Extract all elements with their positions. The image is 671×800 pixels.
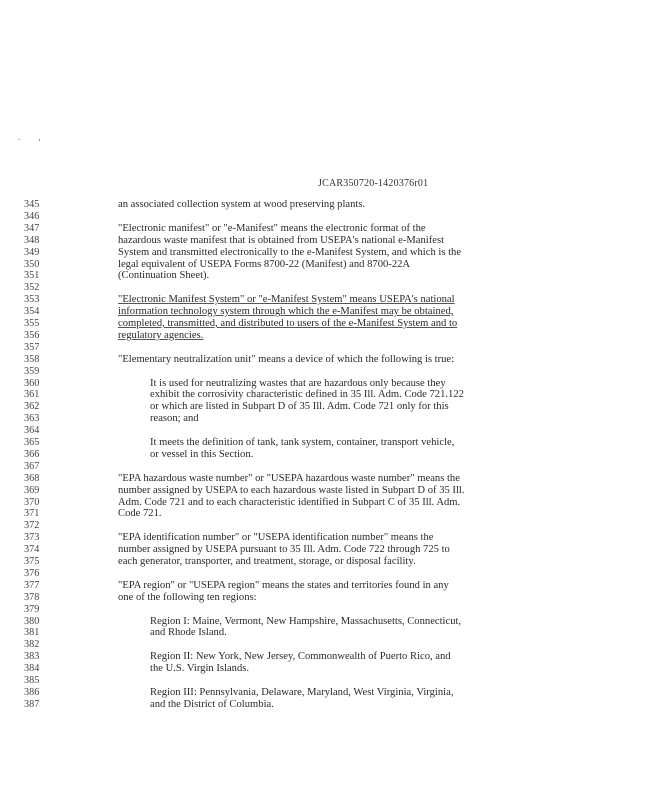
line-text: or which are listed in Subpart D of 35 Ill. Adm. Code 721 only for this — [150, 401, 449, 413]
line-text: Code 721. — [118, 508, 162, 520]
line-text: Region I: Maine, Vermont, New Hampshire, Massachusetts, Connecticut, — [150, 615, 462, 627]
line-number: 355 — [24, 318, 40, 329]
document-line — [0, 651, 671, 663]
document-line — [0, 604, 671, 616]
line-text: Adm. Code 721 and to each characteristic identified in Subpart C of 35 Ill. Adm. — [118, 496, 461, 508]
document-line — [0, 485, 671, 497]
document-line — [0, 544, 671, 556]
line-number: 372 — [24, 520, 40, 532]
document-line — [0, 294, 671, 306]
line-number: 354 — [24, 306, 40, 318]
document-line — [0, 473, 671, 485]
line-text: information technology system through which the e-Manifest may be obtained, — [118, 306, 454, 318]
line-text: number assigned by USEPA pursuant to 35 Ill. Adm. Code 722 through 725 to — [118, 544, 450, 556]
document-line — [0, 330, 671, 342]
document-line — [0, 413, 671, 425]
line-number: 379 — [24, 603, 40, 615]
document-line — [0, 461, 671, 473]
line-number: 346 — [24, 210, 40, 222]
document-line — [0, 282, 671, 294]
document-line — [0, 437, 671, 449]
line-number: 347 — [24, 222, 40, 234]
line-number: 387 — [24, 698, 40, 710]
line-number: 386 — [24, 686, 40, 698]
line-number: 385 — [24, 675, 40, 686]
document-line — [0, 616, 671, 628]
line-number: 366 — [24, 448, 40, 460]
document-line — [0, 354, 671, 366]
document-line — [0, 449, 671, 461]
document-line — [0, 235, 671, 247]
line-text: (Continuation Sheet). — [118, 270, 210, 282]
line-number: 381 — [24, 627, 40, 639]
line-number: 353 — [24, 294, 40, 306]
line-text: number assigned by USEPA to each hazardous waste listed in Subpart D of 35 Ill. — [118, 484, 465, 496]
document-line — [0, 520, 671, 532]
document-line — [0, 259, 671, 271]
document-line — [0, 366, 671, 378]
line-text: regulatory agencies. — [118, 329, 204, 341]
document-line — [0, 211, 671, 223]
line-number: 352 — [24, 282, 40, 294]
document-line — [0, 497, 671, 509]
line-text: completed, transmitted, and distributed to users of the e-Manifest System and to — [118, 318, 458, 329]
line-number: 349 — [24, 246, 40, 258]
line-number: 371 — [24, 508, 40, 520]
line-text: "EPA hazardous waste number" or "USEPA hazardous waste number" means the — [118, 472, 460, 484]
document-line — [0, 592, 671, 604]
corner-mark: . , — [18, 132, 49, 142]
line-number: 375 — [24, 556, 40, 567]
document-line — [0, 306, 671, 318]
line-number: 370 — [24, 496, 40, 508]
line-number: 359 — [24, 365, 40, 377]
line-text: or vessel in this Section. — [150, 448, 254, 460]
document-line — [0, 378, 671, 390]
line-text: reason; and — [150, 413, 199, 425]
document-line — [0, 639, 671, 651]
document-line — [0, 318, 671, 330]
document-line — [0, 627, 671, 639]
document-line — [0, 675, 671, 687]
line-text: the U.S. Virgin Islands. — [150, 663, 250, 675]
line-number: 368 — [24, 472, 40, 484]
document-line — [0, 425, 671, 437]
line-text: hazardous waste manifest that is obtained from USEPA's national e-Manifest — [118, 234, 445, 246]
line-text: "Electronic manifest" or "e-Manifest" means the electronic format of the — [118, 222, 426, 234]
line-number: 380 — [24, 615, 40, 627]
line-text: legal equivalent of USEPA Forms 8700-22 (Manifest) and 8700-22A — [118, 258, 411, 270]
document-line — [0, 401, 671, 413]
document-line — [0, 580, 671, 592]
line-text: "Elementary neutralization unit" means a device of which the following is true: — [118, 353, 455, 365]
line-text: "EPA region" or "USEPA region" means the states and territories found in any — [118, 579, 449, 591]
line-number: 374 — [24, 544, 40, 556]
document-line — [0, 663, 671, 675]
line-number: 357 — [24, 341, 40, 353]
line-number: 361 — [24, 389, 40, 401]
line-number: 345 — [24, 199, 40, 210]
line-number: 369 — [24, 484, 40, 496]
line-number: 373 — [24, 532, 40, 544]
document-line — [0, 532, 671, 544]
line-text: and Rhode Island. — [150, 627, 227, 639]
line-number: 377 — [24, 579, 40, 591]
line-number: 360 — [24, 377, 40, 389]
line-text: each generator, transporter, and treatment, storage, or disposal facility. — [118, 556, 416, 567]
document-line — [0, 223, 671, 235]
document-line — [0, 508, 671, 520]
line-number: 351 — [24, 270, 40, 282]
line-text: Region III: Pennsylvania, Delaware, Maryland, West Virginia, Virginia, — [150, 686, 454, 698]
document-line — [0, 247, 671, 259]
document-line — [0, 342, 671, 354]
line-text: It meets the definition of tank, tank system, container, transport vehicle, — [150, 437, 455, 448]
line-text: Region II: New York, New Jersey, Commonwealth of Puerto Rico, and — [150, 651, 451, 663]
line-text: "EPA identification number" or "USEPA identification number" means the — [118, 532, 434, 544]
line-number: 363 — [24, 413, 40, 425]
document-header-id: JCAR350720-1420376r01 — [318, 178, 429, 189]
line-number: 365 — [24, 437, 40, 448]
line-number: 382 — [24, 639, 40, 651]
line-text: an associated collection system at wood preserving plants. — [118, 199, 366, 210]
line-number: 350 — [24, 258, 40, 270]
line-number: 364 — [24, 425, 40, 437]
line-number: 383 — [24, 651, 40, 663]
line-number: 356 — [24, 329, 40, 341]
line-number: 384 — [24, 663, 40, 675]
line-number: 358 — [24, 353, 40, 365]
line-number: 376 — [24, 567, 40, 579]
document-line — [0, 687, 671, 699]
line-text: System and transmitted electronically to the e-Manifest System, and which is the — [118, 246, 462, 258]
line-text: "Electronic Manifest System" or "e-Manifest System" means USEPA's national — [118, 294, 455, 306]
document-line — [0, 270, 671, 282]
line-text: It is used for neutralizing wastes that are hazardous only because they — [150, 377, 446, 389]
document-line — [0, 556, 671, 568]
line-text: exhibit the corrosivity characteristic defined in 35 Ill. Adm. Code 721.122 — [150, 389, 464, 401]
line-text: one of the following ten regions: — [118, 591, 257, 603]
line-text: and the District of Columbia. — [150, 698, 274, 710]
document-line — [0, 389, 671, 401]
line-number: 367 — [24, 460, 40, 472]
line-number: 378 — [24, 591, 40, 603]
document-line — [0, 699, 671, 711]
line-number: 348 — [24, 234, 40, 246]
document-line — [0, 199, 671, 211]
line-number: 362 — [24, 401, 40, 413]
document-line — [0, 568, 671, 580]
